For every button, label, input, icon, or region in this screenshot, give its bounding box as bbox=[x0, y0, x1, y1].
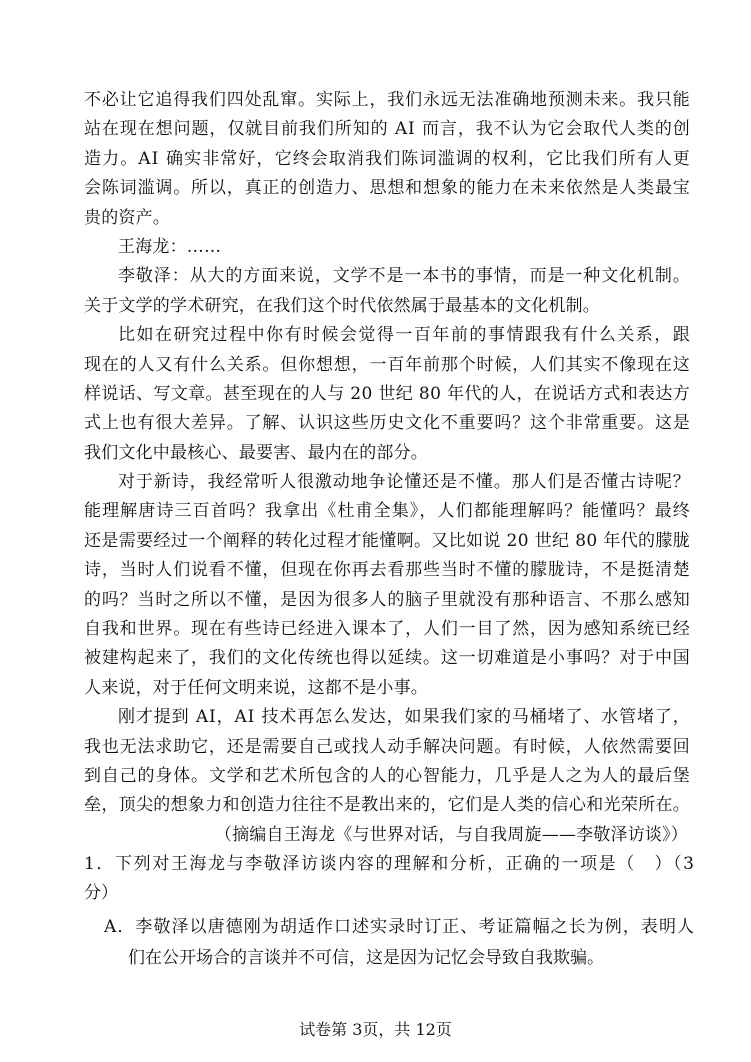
passage-line: 还是需要经过一个阐释的转化过程才能懂啊。又比如说 20 世纪 80 年代的朦胧 bbox=[84, 530, 691, 551]
passage-line: 我们文化中最核心、最要害、最内在的部分。 bbox=[84, 442, 428, 463]
passage-line: 的吗？当时之所以不懂，是因为很多人的脑子里就没有那种语言、不那么感知 bbox=[84, 589, 691, 610]
question-stem-line: 分） bbox=[84, 883, 118, 904]
passage-line: 不必让它追得我们四处乱窜。实际上，我们永远无法准确地预测未来。我只能 bbox=[84, 90, 691, 110]
passage-line: 自我和世界。现在有些诗已经进入课本了，人们一目了然，因为感知系统已经 bbox=[84, 619, 691, 640]
passage-line: 现在的人又有什么关系。但你想想，一百年前那个时候，人们其实不像现在这 bbox=[84, 354, 691, 375]
option-a-line: A．李敬泽以唐德刚为胡适作口述实录时订正、考证篇幅之长为例，表明人 bbox=[104, 917, 696, 937]
source-citation: （摘编自王海龙《与世界对话，与自我周旋——李敬泽访谈》） bbox=[214, 824, 688, 845]
question-1 bbox=[84, 850, 694, 909]
passage-line: 被建构起来了，我们的文化传统也得以延续。这一切难道是小事吗？对于中国 bbox=[84, 648, 691, 669]
passage-line: 李敬泽：从大的方面来说，文学不是一本书的事情，而是一种文化机制。 bbox=[118, 266, 691, 287]
passage-line: 关于文学的学术研究，在我们这个时代依然属于最基本的文化机制。 bbox=[84, 295, 600, 316]
passage-line: 到自己的身体。文学和艺术所包含的人的心智能力，几乎是人之为人的最后堡 bbox=[84, 765, 691, 786]
question-stem-line: 1．下列对王海龙与李敬泽访谈内容的理解和分析，正确的一项是（ ）（3 bbox=[84, 854, 696, 874]
passage-line: 能理解唐诗三百首吗？我拿出《杜甫全集》，人们都能理解吗？能懂吗？最终 bbox=[84, 501, 691, 522]
passage-line: 比如在研究过程中你有时候会觉得一百年前的事情跟我有什么关系，跟 bbox=[118, 325, 692, 346]
passage-line: 人来说，对于任何文明来说，这都不是小事。 bbox=[84, 677, 428, 698]
passage-line: 贵的资产。 bbox=[84, 207, 170, 228]
passage-line: 王海龙：…… bbox=[118, 236, 222, 257]
passage-text bbox=[84, 86, 690, 850]
passage-line: 样说话、写文章。甚至现在的人与 20 世纪 80 年代的人，在说话方式和表达方 bbox=[84, 383, 691, 404]
passage-line: 我也无法求助它，还是需要自己或找人动手解决问题。有时候，人依然需要回 bbox=[84, 736, 691, 757]
option-a bbox=[104, 912, 694, 974]
passage-line: 对于新诗，我经常听人很激动地争论懂还是不懂。那人们是否懂古诗呢？ bbox=[118, 472, 691, 493]
passage-line: 垒，顶尖的想象力和创造力往往不是教出来的，它们是人类的信心和光荣所在。 bbox=[84, 795, 691, 816]
passage-line: 站在现在想问题，仅就目前我们所知的 AI 而言，我不认为它会取代人类的创 bbox=[84, 119, 691, 140]
passage-line: 会陈词滥调。所以，真正的创造力、思想和想象的能力在未来依然是人类最宝 bbox=[84, 178, 691, 199]
passage-line: 式上也有很大差异。了解、认识这些历史文化不重要吗？这个非常重要。这是 bbox=[84, 413, 691, 434]
option-a-line: 们在公开场合的言谈并不可信，这是因为记忆会导致自我欺骗。 bbox=[128, 948, 604, 968]
page-footer: 试卷第 3页，共 12页 bbox=[299, 1020, 452, 1039]
passage-line: 刚才提到 AI，AI 技术再怎么发达，如果我们家的马桶堵了、水管堵了， bbox=[118, 707, 691, 728]
passage-line: 诗，当时人们说看不懂，但现在你再去看那些当时不懂的朦胧诗，不是挺清楚 bbox=[84, 560, 691, 581]
passage-line: 造力。AI 确实非常好，它终会取消我们陈词滥调的权利，它比我们所有人更 bbox=[84, 148, 691, 169]
